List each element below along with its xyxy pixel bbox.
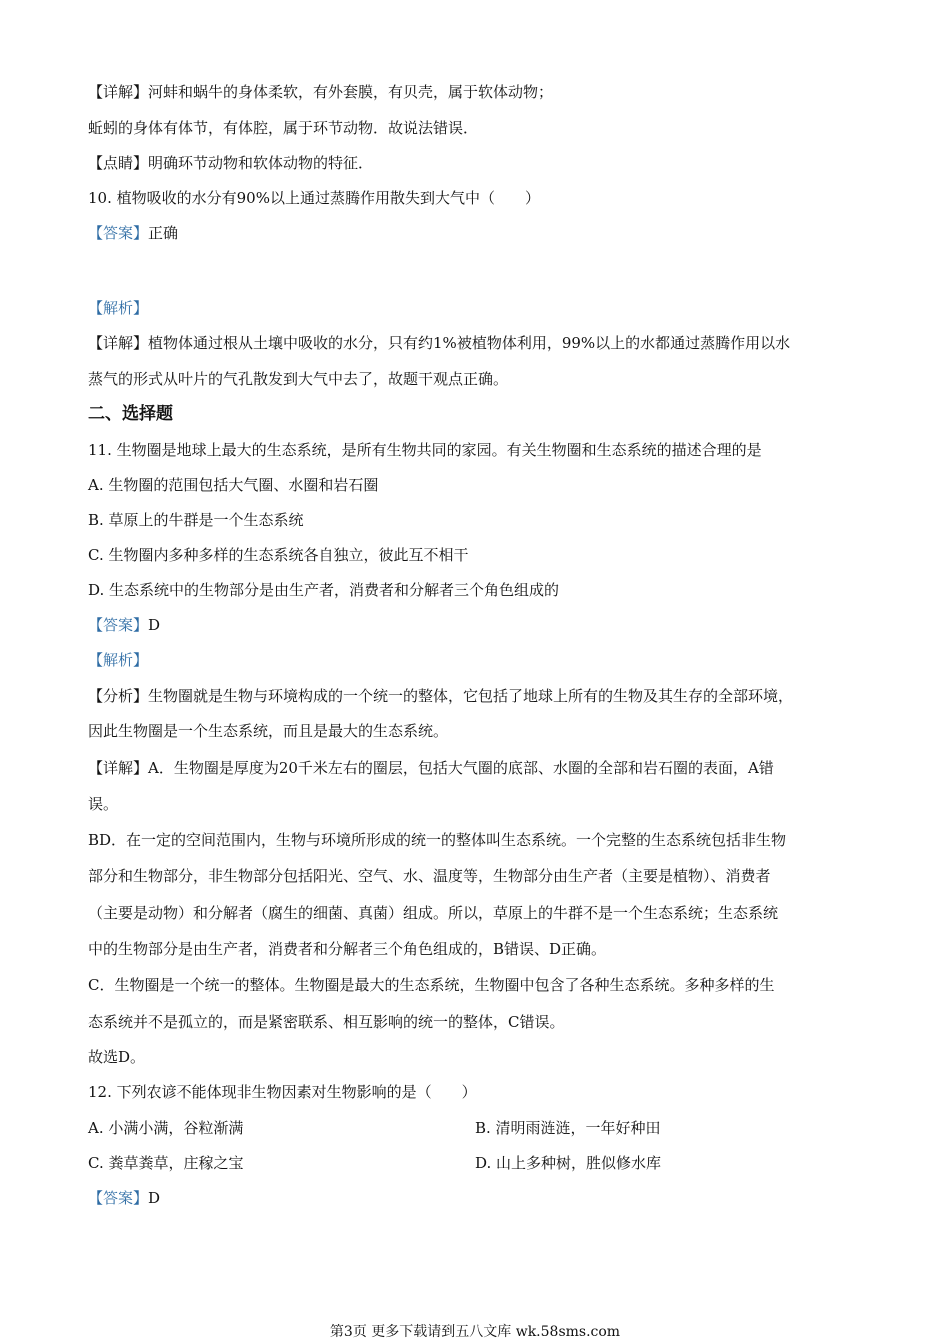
detail-line: 【详解】A．生物圈是厚度为20千米左右的圈层，包括大气圈的底部、水圈的全部和岩石圈的表面，A错 — [88, 759, 774, 777]
text-line: 部分和生物部分，非生物部分包括阳光、空气、水、温度等，生物部分由生产者（主要是植物）、消费者 — [88, 867, 771, 885]
page-footer: 第3页 更多下载请到五八文库 wk.58sms.com — [329, 1324, 621, 1340]
option-b: B. 清明雨涟涟，一年好种田 — [475, 1119, 661, 1137]
text-line: BD．在一定的空间范围内，生物与环境所形成的统一的整体叫生态系统。一个完整的生态系统包括非生物 — [88, 831, 787, 849]
text-line: 误。 — [88, 795, 119, 813]
text-line: （主要是动物）和分解者（腐生的细菌、真菌）组成。所以，草原上的牛群不是一个生态系统；生态系统 — [88, 904, 779, 922]
text-line: C．生物圈是一个统一的整体。生物圈是最大的生态系统，生物圈中包含了各种生态系统。多种多样的生 — [88, 976, 775, 994]
option-a: A. 小满小满，谷粒渐满 — [88, 1119, 244, 1137]
answer-tag: 【答案】 — [88, 1189, 149, 1207]
text-line: 因此生物圈是一个生态系统，而且是最大的生态系统。 — [88, 722, 449, 740]
question-10: 10. 植物吸收的水分有90%以上通过蒸腾作用散失到大气中（ ） — [88, 189, 540, 207]
answer-tag: 【答案】 — [88, 224, 149, 242]
answer-line: 【答案】正确 — [88, 224, 179, 242]
answer-tag: 【答案】 — [88, 616, 149, 634]
tip-line: 【点睛】明确环节动物和软体动物的特征． — [88, 154, 374, 172]
option-d: D. 生态系统中的生物部分是由生产者，消费者和分解者三个角色组成的 — [88, 581, 560, 599]
option-c: C. 粪草粪草，庄稼之宝 — [88, 1154, 244, 1172]
analysis-heading: 【解析】 — [88, 651, 149, 669]
text-line: 中的生物部分是由生产者，消费者和分解者三个角色组成的，B错误、D正确。 — [88, 940, 607, 958]
option-b: B. 草原上的牛群是一个生态系统 — [88, 511, 304, 529]
text-line: 态系统并不是孤立的，而是紧密联系、相互影响的统一的整体，C错误。 — [88, 1013, 565, 1031]
analysis-heading: 【解析】 — [88, 299, 149, 317]
detail-line: 【详解】植物体通过根从土壤中吸收的水分，只有约1%被植物体利用，99%以上的水都通过蒸腾作用以水 — [88, 334, 791, 352]
option-a: A. 生物圈的范围包括大气圈、水圈和岩石圈 — [88, 476, 379, 494]
answer-line: 【答案】D — [88, 616, 161, 634]
text-line: 蚯蚓的身体有体节，有体腔，属于环节动物．故说法错误． — [88, 119, 479, 137]
option-d: D. 山上多种树，胜似修水库 — [475, 1154, 662, 1172]
detail-line: 【详解】河蚌和蜗牛的身体柔软，有外套膜，有贝壳，属于软体动物； — [88, 83, 554, 101]
question-12: 12. 下列农谚不能体现非生物因素对生物影响的是（ ） — [88, 1083, 477, 1101]
text-line: 蒸气的形式从叶片的气孔散发到大气中去了，故题干观点正确。 — [88, 370, 509, 388]
text-line: 故选D。 — [88, 1048, 146, 1066]
section-heading: 二、选择题 — [88, 404, 173, 424]
analysis-line: 【分析】生物圈就是生物与环境构成的一个统一的整体，它包括了地球上所有的生物及其生存的全部环境， — [88, 687, 794, 705]
option-c: C. 生物圈内多种多样的生态系统各自独立，彼此互不相干 — [88, 546, 469, 564]
answer-line: 【答案】D — [88, 1189, 161, 1207]
question-11: 11. 生物圈是地球上最大的生态系统，是所有生物共同的家园。有关生物圈和生态系统的描述合理的是 — [88, 441, 762, 459]
